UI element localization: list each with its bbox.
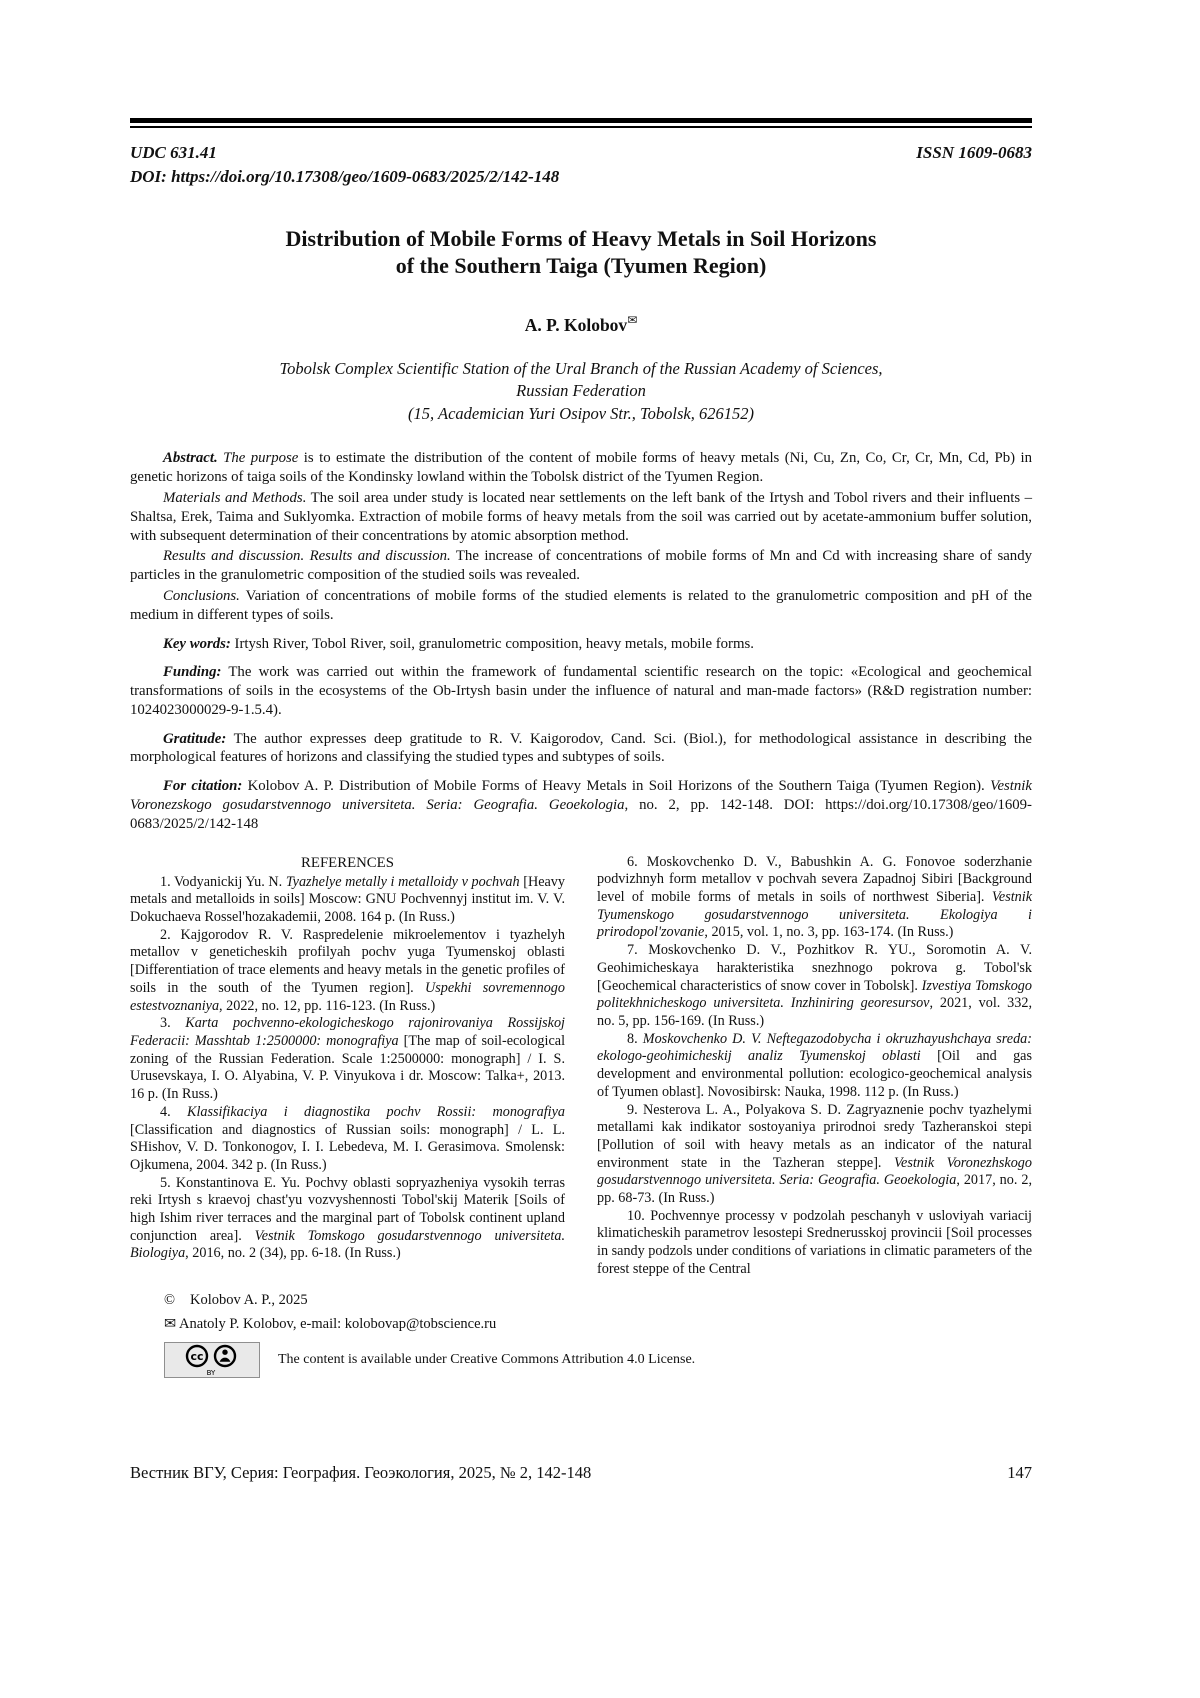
references-column-right <box>597 854 1032 1279</box>
affiliation-line-1: Tobolsk Complex Scientific Station of the Ural Branch of the Russian Academy of Sciences, <box>279 358 883 378</box>
article-title-line-2: of the Southern Taiga (Tyumen Region) <box>395 253 767 278</box>
reference-item: 4. Klassifikaciya i diagnostika pochv Rossii: monografiya [Classification and diagnostics of Russian soils: monograph] / L. L. SHishov, V. D. Tonkonogov, I. I. Lebedeva, M. I. Gerasimova. Smolensk: Ojkumena, 2004. 342 p. (In Russ.) <box>130 1103 565 1173</box>
rule-thin <box>130 126 1032 128</box>
reference-item: 5. Konstantinova E. Yu. Pochvy oblasti sopryazheniya vysokih terras reki Irtysh s kraevoj chast'yu vozvyshennosti Tobol'skij Materik [Soils of high Ishim river terraces and the marginal part of Tobolsk continent upland conjunction area]. Vestnik Tomskogo gosudarstvennogo universiteta. Biologiya, 2016, no. 2 (34), pp. 6-18. (In Russ.) <box>130 1174 565 1262</box>
cc-by-license-badge-icon <box>164 1342 260 1378</box>
abstract-paragraph: For citation: Kolobov A. P. Distribution of Mobile Forms of Heavy Metals in Soil Horizons of the Southern Taiga (Tyumen Region). Vestnik Voronezskogo gosudarstvennogo universiteta. Seria: Geografia. Geoekologia, no. 2, pp. 142-148. DOI: https://doi.org/10.17308/geo/1609-0683/2025/2/142-148 <box>130 778 1032 832</box>
abstract-paragraph: Abstract. The purpose is to estimate the distribution of the content of mobile forms of heavy metals (Ni, Cu, Zn, Co, Cr, Cr, Mn, Cd, Pb) in genetic horizons of taiga soils of the Kondinsky lowland within the Tobolsk district of the Tyumen Region. <box>130 450 1033 486</box>
references-section <box>130 854 1032 1279</box>
reference-item: 2. Kajgorodov R. V. Raspredelenie mikroelementov i tyazhelyh metallov v geneticheskih profilyah pochv yuga Tyumenskoj oblasti [Differentiation of trace elements and heavy metals in the genetic profiles of soils in the south of the Tyumen region]. Uspekhi sovremennogo estestvoznaniya, 2022, no. 12, pp. 116-123. (In Russ.) <box>130 926 565 1014</box>
license-text: The content is available under Creative Commons Attribution 4.0 License. <box>278 1352 696 1368</box>
header-double-rule <box>130 118 1032 128</box>
reference-item: 8. Moskovchenko D. V. Neftegazodobycha i okruzhayushchaya sreda: ekologo-geohimicheskij analiz Tyumenskoj oblasti [Oil and gas development and environmental pollution: ecologico-geochemical analysis of Tyumen oblast]. Novosibirsk: Nauka, 1998. 112 p. (In Russ.) <box>597 1030 1032 1100</box>
reference-item: 3. Karta pochvenno-ekologicheskogo rajonirovaniya Rossijskoj Federacii: Masshtab 1:2500000: monografiya [The map of soil-ecological zoning of the Russian Federation. Scale 1:2500000: monograph] / I. S. Urusevskaya, I. O. Alyabina, V. P. Vinyukova i dr. Moscow: Talka+, 2013. 16 p. (In Russ.) <box>130 1015 566 1103</box>
reference-item: 9. Nesterova L. A., Polyakova S. D. Zagryaznenie pochv tyazhelymi metallami kak indikator sostoyaniya prirodnoi sredy Tazheranskoi stepi [Pollution of soil with heavy metals as an indicator of the natural environment state in the Tazheran steppe]. Vestnik Voronezhskogo gosudarstvennogo universiteta. Seria: Geografia. Geoekologia, 2017, no. 2, pp. 68-73. (In Russ.) <box>597 1101 1032 1207</box>
abstract-paragraph: Gratitude: The author expresses deep gratitude to R. V. Kaigorodov, Cand. Sci. (Biol.), for methodological assistance in describing the morphological features of horizons and classifying the studied types and subtypes of soils. <box>130 730 1032 766</box>
article-title <box>130 225 1032 279</box>
svg-text:cc: cc <box>190 1349 204 1363</box>
page-number: 147 <box>1007 1463 1032 1482</box>
affiliation-line-3: (15, Academician Yuri Osipov Str., Tobolsk, 626152) <box>408 403 754 423</box>
email-envelope-icon: ✉ <box>164 1315 177 1332</box>
page-footer <box>130 1462 1032 1483</box>
author-line <box>130 309 1032 336</box>
corresponding-author-envelope-icon: ✉ <box>627 313 638 327</box>
issn-number: ISSN 1609-0683 <box>916 143 1032 162</box>
abstract-paragraph: Results and discussion. Results and discussion. The increase of concentrations of mobile forms of Mn and Cd with increasing share of sandy particles in the granulometric composition of the studied soils was revealed. <box>130 548 1032 584</box>
reference-item: 6. Moskovchenko D. V., Babushkin A. G. Fonovoe soderzhanie podvizhnyh form metallov v pochvah severa Zapadnoj Sibiri [Background level of mobile forms of metals in soils of northwest Siberia]. Vestnik Tyumenskogo gosudarstvennogo universiteta. Ekologiya i prirodopol'zovanie, 2015, vol. 1, no. 3, pp. 163-174. (In Russ.) <box>597 853 1032 941</box>
journal-citation: Вестник ВГУ, Серия: География. Геоэкология, 2025, № 2, 142-148 <box>130 1463 592 1482</box>
references-columns <box>130 854 1032 1279</box>
article-title-line-1: Distribution of Mobile Forms of Heavy Metals in Soil Horizons <box>285 226 877 251</box>
abstract-block <box>130 449 1032 833</box>
abstract-paragraph: Materials and Methods. The soil area under study is located near settlements on the left bank of the Irtysh and Tobol rivers and their influents – Shaltsa, Erek, Taima and Suklyomka. Extraction of mobile forms of heavy metals from the soil was carried out by acetate-ammonium buffer solution, with subsequent determination of their concentrations by atomic absorption method. <box>130 489 1032 544</box>
article-header-row <box>130 142 1032 163</box>
reference-item: 7. Moskovchenko D. V., Pozhitkov R. YU., Soromotin A. V. Geohimicheskaya harakteristika snezhnogo pokrova g. Tobol'sk [Geochemical characteristics of snow cover in Tobolsk]. Izvestiya Tomskogo politekhnicheskogo universiteta. Inzhiniring georesursov, 2021, vol. 332, no. 5, pp. 156-169. (In Russ.) <box>597 942 1032 1029</box>
license-line <box>164 1342 1032 1378</box>
references-list-left <box>130 874 565 1263</box>
abstract-paragraph: Conclusions. Variation of concentrations of mobile forms of the studied elements is related to the granulometric composition and pH of the medium in different types of soils. <box>130 587 1032 623</box>
affiliation-block <box>130 358 1032 426</box>
abstract-paragraph: Key words: Irtysh River, Tobol River, soil, granulometric composition, heavy metals, mobile forms. <box>163 635 754 652</box>
references-column-left <box>130 854 565 1279</box>
doi-line: DOI: https://doi.org/10.17308/geo/1609-0683/2025/2/142-148 <box>130 167 560 186</box>
abstract-paragraph: Funding: The work was carried out within the framework of fundamental scientific research on the topic: «Ecological and geochemical transformations of soils in the ecosystems of the Ob-Irtysh basin under the influence of natural and man-made factors» (R&D registration number: 1024023000029-9-1.5.4). <box>130 664 1032 718</box>
references-list-right <box>597 854 1032 1279</box>
copyright-text: Kolobov A. P., 2025 <box>190 1291 308 1308</box>
affiliation-line-2: Russian Federation <box>516 381 646 401</box>
copyright-line <box>164 1291 1032 1310</box>
footnote-block <box>130 1291 1032 1378</box>
corresponding-email-line <box>164 1315 1032 1334</box>
author-name: A. P. Kolobov <box>524 314 628 335</box>
email-text: Anatoly P. Kolobov, e-mail: kolobovap@tobscience.ru <box>178 1315 497 1332</box>
reference-item: 10. Pochvennye processy v podzolah peschanyh v usloviyah variacij klimaticheskih parametrov lesostepi Srednerusskoj provincii [Soil processes in sandy podzols under conditions of variations in climatic parameters of the forest steppe of the Central <box>597 1207 1032 1277</box>
rule-thick <box>130 118 1032 123</box>
references-heading: REFERENCES <box>301 854 394 871</box>
svg-text:BY: BY <box>206 1368 216 1377</box>
reference-item: 1. Vodyanickij Yu. N. Tyazhelye metally i metalloidy v pochvah [Heavy metals and metalloids in soils] Moscow: GNU Pochvennyj institut im. V. V. Dokuchaeva Rossel'hozakademii, 2008. 164 p. (In Russ.) <box>130 873 565 926</box>
page-content <box>130 0 1032 1378</box>
copyright-symbol: © <box>164 1291 176 1308</box>
udc-number: UDC 631.41 <box>130 143 217 162</box>
